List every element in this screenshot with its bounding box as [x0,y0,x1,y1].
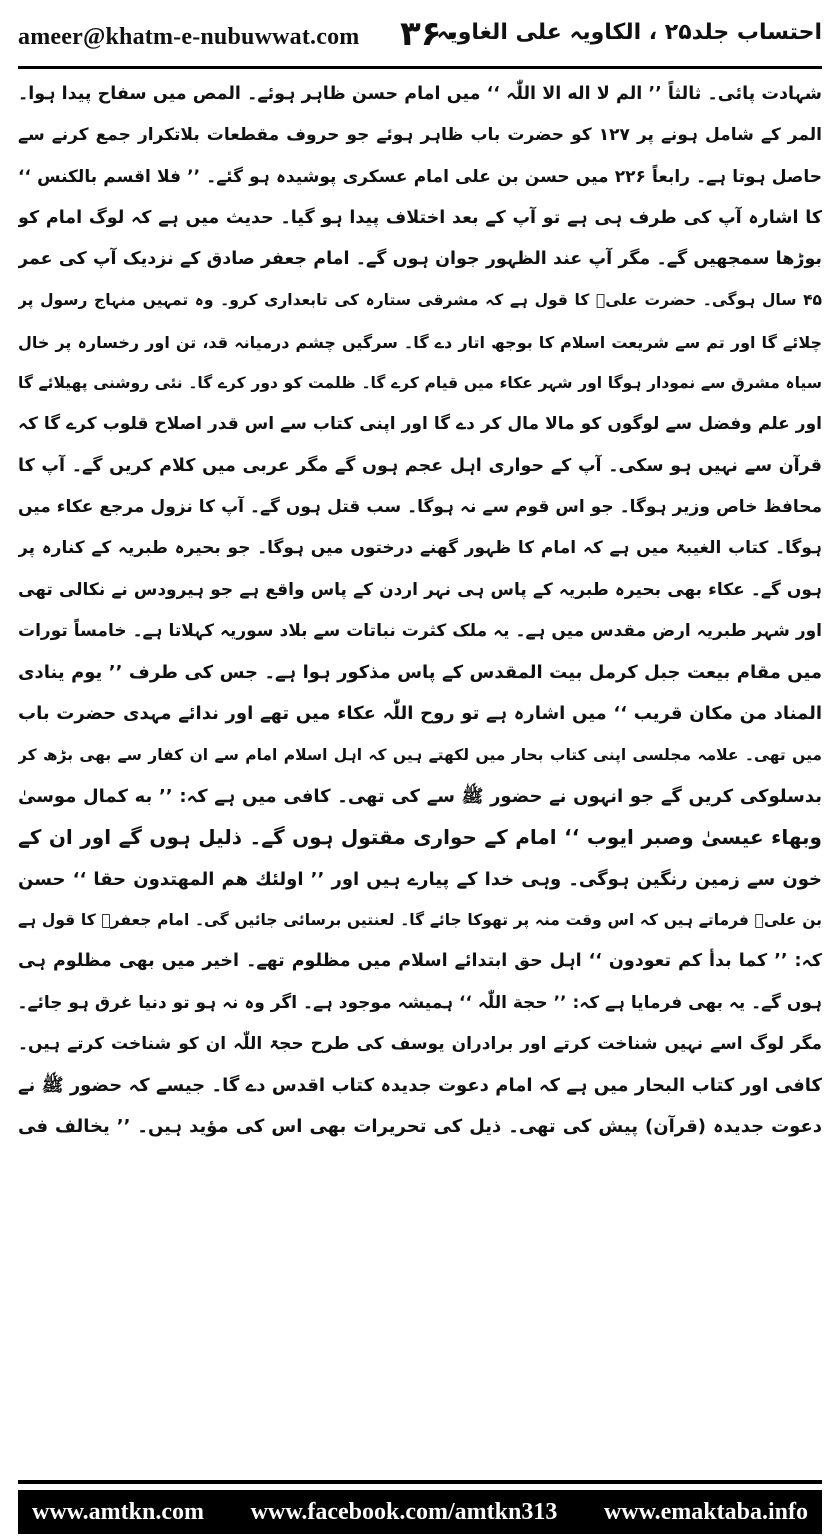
text-line: بن علیؓ فرماتے ہیں کہ اس وقت منہ پر تھوکا جائے گا۔ لعنتیں برسائی جائیں گی۔ امام جعفرؒ کا قول ہے [18,910,822,929]
text-line: ہوں گے۔ عکاء بھی بحیرہ طبریہ کے پاس ہی نہر اردن کے پاس واقع ہے جو ہیرودس نے نکالی تھی [18,579,822,600]
text-line: دعوت جدیدہ (قرآن) پیش کی تھی۔ ذیل کی تحریرات بھی اس کی مؤید ہیں۔ ’’ یخالف فی [18,1116,822,1138]
text-line: میں مقام بیعت جبل کرمل بیت المقدس کے پاس مذکور ہوا ہے۔ جس کی طرف ’’ یوم ینادی [18,662,822,684]
header-email: ameer@khatm-e-nubuwwat.com [18,24,360,50]
text-line: چلائے گا اور تم سے شریعت اسلام کا بوجھ اتار دے گا۔ سرگیں چشم درمیانہ قد، تن اور رخسارہ پر خال [18,332,822,352]
header-rule [18,66,822,69]
text-line: المر کے شامل ہونے پر ۱۲۷ کو حضرت باب ظاہر ہوئے جو حروف مقطعات بلاتکرار جمع کرنے سے [18,125,822,146]
text-line: کافی اور کتاب البحار میں ہے کہ امام دعوت جدیدہ کتاب اقدس دے گا۔ جیسے کہ حضور ﷺ نے [18,1075,822,1097]
text-line: مگر لوگ اسے نہیں شناخت کرتے اور برادران یوسف کی طرح حجۃ اللّٰہ ان کو شناخت کرتے ہیں۔ [18,1033,822,1054]
footer-bar [18,1490,822,1534]
book-title: احتساب جلد۲۵ ، الکاویہ علی الغاویہ [436,20,822,45]
text-line: وبهاء عیسیٰ وصبر ایوب ‘‘ امام کے حواری مقتول ہوں گے۔ ذلیل ہوں گے اور ان کے [18,825,822,850]
page-number: ۳۶۰ [400,14,463,54]
text-line: میں تھی۔ علامہ مجلسی اپنی کتاب بحار میں لکھتے ہیں کہ اہل اسلام امام سے ان کفار سے بھی بڑھ کر [18,745,822,764]
footer-link-facebook[interactable]: www.facebook.com/amtkn313 [250,1498,558,1525]
text-line: قرآن سے نہیں ہو سکی۔ آپ کے حواری اہل عجم ہوں گے مگر عربی میں کلام کریں گے۔ آپ کا [18,455,822,476]
body-text [18,74,822,1462]
text-line: اور شہر طبریہ ارض مقدس میں ہے۔ یہ ملک کثرت نباتات سے بلاد سوریہ کہلاتا ہے۔ خامساً تورات [18,620,822,641]
text-line: محافظ خاص وزیر ہوگا۔ جو اس قوم سے نہ ہوگا۔ سب قتل ہوں گے۔ آپ کا نزول مرجع عکاء میں [18,496,822,517]
text-line: شہادت پائی۔ ثالثاً ’’ الم لا اله الا اللّٰہ ‘‘ میں امام حسن ظاہر ہوئے۔ المص میں سفاح پیدا ہوا۔ [18,84,822,104]
footer-link-emaktaba[interactable]: www.emaktaba.info [603,1498,808,1525]
text-line: کہ: ’’ کما بدأ کم تعودون ‘‘ اہل حق ابتدائے اسلام میں مظلوم تھے۔ اخیر میں بھی مظلوم ہی [18,951,822,972]
text-line: کا اشارہ آپ کی طرف ہی ہے تو آپ کے بعد اختلاف پیدا ہو گیا۔ حدیث میں ہے کہ لوگ امام کو [18,207,822,228]
text-line: سیاہ مشرق سے نمودار ہوگا اور شہر عکاء میں قیام کرے گا۔ ظلمت کو دور کرے گا۔ نئی روشنی پھیلائے گا [18,374,822,393]
text-line: ۴۵ سال ہوگی۔ حضرت علیؓ کا قول ہے کہ مشرقی ستارہ کی تابعداری کرو۔ وہ تمہیں منہاج رسول پر [18,291,822,310]
text-line: خون سے زمین رنگین ہوگی۔ وہی خدا کے پیارے ہیں اور ’’ اولئك هم المهتدون حقا ‘‘ حسن [18,868,822,890]
text-line: حاصل ہوتا ہے۔ رابعاً ۲۲۶ میں حسن بن علی امام عسکری پوشیدہ ہو گئے۔ ’’ فلا اقسم بالکنس ‘‘ [18,166,822,187]
text-line: المناد من مکان قریب ‘‘ میں اشارہ ہے تو روح اللّٰہ عکاء میں تھے اور ندائے مہدی حضرت باب [18,703,822,725]
text-line: اور علم وفضل سے لوگوں کو مالا مال کر دے گا اور اپنی کتاب سے اس قدر اصلاح قلوب کرے گا کہ [18,414,822,435]
text-line: بدسلوکی کریں گے جو انہوں نے حضور ﷺ سے کی تھی۔ کافی میں ہے کہ: ’’ به کمال موسیٰ [18,786,822,808]
text-line: ہوگا۔ کتاب الغیبۃ میں ہے کہ امام کا ظہور گھنے درختوں میں ہوگا۔ جو بحیرہ طبریہ کے کنارہ پر [18,538,822,559]
text-line: ہوں گے۔ یہ بھی فرمایا ہے کہ: ’’ حجة اللّٰہ ‘‘ ہمیشہ موجود ہے۔ اگر وہ نہ ہو تو دنیا غرق ہو جائے۔ [18,992,822,1013]
page-header [18,10,822,62]
footer-rule [18,1480,822,1484]
footer-link-amtkn[interactable]: www.amtkn.com [32,1498,204,1525]
text-line: بوڑھا سمجھیں گے۔ مگر آپ عند الظہور جوان ہوں گے۔ امام جعفر صادق کے نزدیک آپ کی عمر [18,249,822,270]
